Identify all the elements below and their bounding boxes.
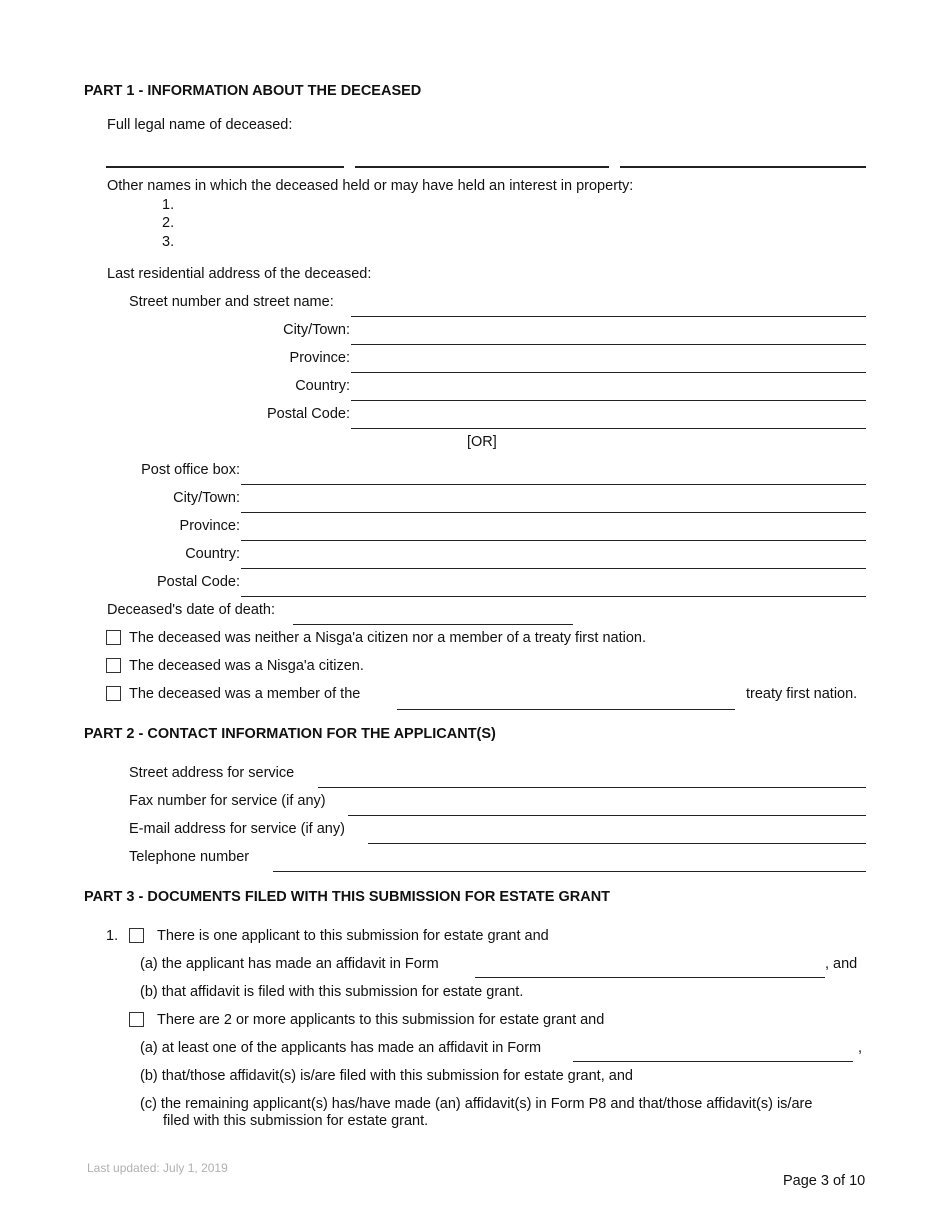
other-name-3[interactable]: 3. [162, 234, 175, 250]
treaty-suffix: treaty first nation. [746, 686, 858, 702]
last-name-field[interactable] [620, 166, 866, 168]
country-field[interactable] [351, 400, 866, 401]
street-label: Street number and street name: [129, 294, 334, 310]
po-box-field[interactable] [241, 484, 866, 485]
middle-name-field[interactable] [355, 166, 609, 168]
first-name-field[interactable] [106, 166, 344, 168]
full-name-label: Full legal name of deceased: [107, 117, 293, 133]
option1-b-label: (b) that affidavit is filed with this submission for estate grant. [140, 984, 524, 1000]
fax-label: Fax number for service (if any) [129, 793, 326, 809]
other-names-label: Other names in which the deceased held or may have held an interest in property: [107, 178, 634, 194]
city-field[interactable] [351, 344, 866, 345]
country-label: Country: [295, 378, 350, 394]
po-country-field[interactable] [241, 568, 866, 569]
city-label: City/Town: [283, 322, 350, 338]
other-name-1[interactable]: 1. [162, 197, 175, 213]
po-postal-field[interactable] [241, 596, 866, 597]
multiple-applicants-checkbox[interactable] [129, 1012, 144, 1027]
email-label: E-mail address for service (if any) [129, 821, 345, 837]
province-label: Province: [289, 350, 350, 366]
email-field[interactable] [368, 843, 866, 844]
service-street-label: Street address for service [129, 765, 295, 781]
po-city-field[interactable] [241, 512, 866, 513]
page-number: Page 3 of 10 [783, 1173, 866, 1189]
option2-c-label-line2: filed with this submission for estate grant. [163, 1113, 429, 1129]
or-label: [OR] [467, 434, 497, 450]
status-checkbox-1[interactable] [106, 630, 121, 645]
po-box-label: Post office box: [141, 462, 240, 478]
option1-form-field[interactable] [475, 977, 825, 978]
status-checkbox-2[interactable] [106, 658, 121, 673]
status-option-3: The deceased was a member of the [129, 686, 361, 702]
item-number: 1. [106, 928, 119, 944]
fax-field[interactable] [348, 815, 866, 816]
last-updated: Last updated: July 1, 2019 [87, 1161, 228, 1175]
status-option-2: The deceased was a Nisga'a citizen. [129, 658, 364, 674]
option2-form-field[interactable] [573, 1061, 853, 1062]
one-applicant-checkbox[interactable] [129, 928, 144, 943]
phone-label: Telephone number [129, 849, 250, 865]
option2-b-label: (b) that/those affidavit(s) is/are filed with this submission for estate grant, and [140, 1068, 633, 1084]
multiple-applicants-label: There are 2 or more applicants to this submission for estate grant and [157, 1012, 605, 1028]
address-label: Last residential address of the deceased: [107, 266, 372, 282]
option2-a-suffix: , [858, 1040, 863, 1056]
part1-heading: PART 1 - INFORMATION ABOUT THE DECEASED [84, 83, 422, 99]
other-name-2[interactable]: 2. [162, 215, 175, 231]
province-field[interactable] [351, 372, 866, 373]
option1-a-label: (a) the applicant has made an affidavit in Form [140, 956, 439, 972]
po-city-label: City/Town: [173, 490, 240, 506]
street-field[interactable] [351, 316, 866, 317]
option1-a-suffix: , and [825, 956, 858, 972]
option2-a-label: (a) at least one of the applicants has made an affidavit in Form [140, 1040, 542, 1056]
status-option-1: The deceased was neither a Nisga'a citizen nor a member of a treaty first nation. [129, 630, 646, 646]
death-date-field[interactable] [293, 624, 573, 625]
phone-field[interactable] [273, 871, 866, 872]
po-province-field[interactable] [241, 540, 866, 541]
status-checkbox-3[interactable] [106, 686, 121, 701]
option2-c-label-line1: (c) the remaining applicant(s) has/have made (an) affidavit(s) in Form P8 and that/those affidavit(s) is/are [140, 1096, 813, 1112]
part3-heading: PART 3 - DOCUMENTS FILED WITH THIS SUBMISSION FOR ESTATE GRANT [84, 889, 611, 905]
service-street-field[interactable] [318, 787, 866, 788]
postal-label: Postal Code: [266, 406, 350, 422]
po-province-label: Province: [179, 518, 240, 534]
po-country-label: Country: [185, 546, 240, 562]
treaty-nation-field[interactable] [397, 709, 735, 710]
postal-field[interactable] [351, 428, 866, 429]
one-applicant-label: There is one applicant to this submission for estate grant and [157, 928, 549, 944]
part2-heading: PART 2 - CONTACT INFORMATION FOR THE APPLICANT(S) [84, 726, 496, 742]
po-postal-label: Postal Code: [156, 574, 240, 590]
death-date-label: Deceased's date of death: [107, 602, 276, 618]
